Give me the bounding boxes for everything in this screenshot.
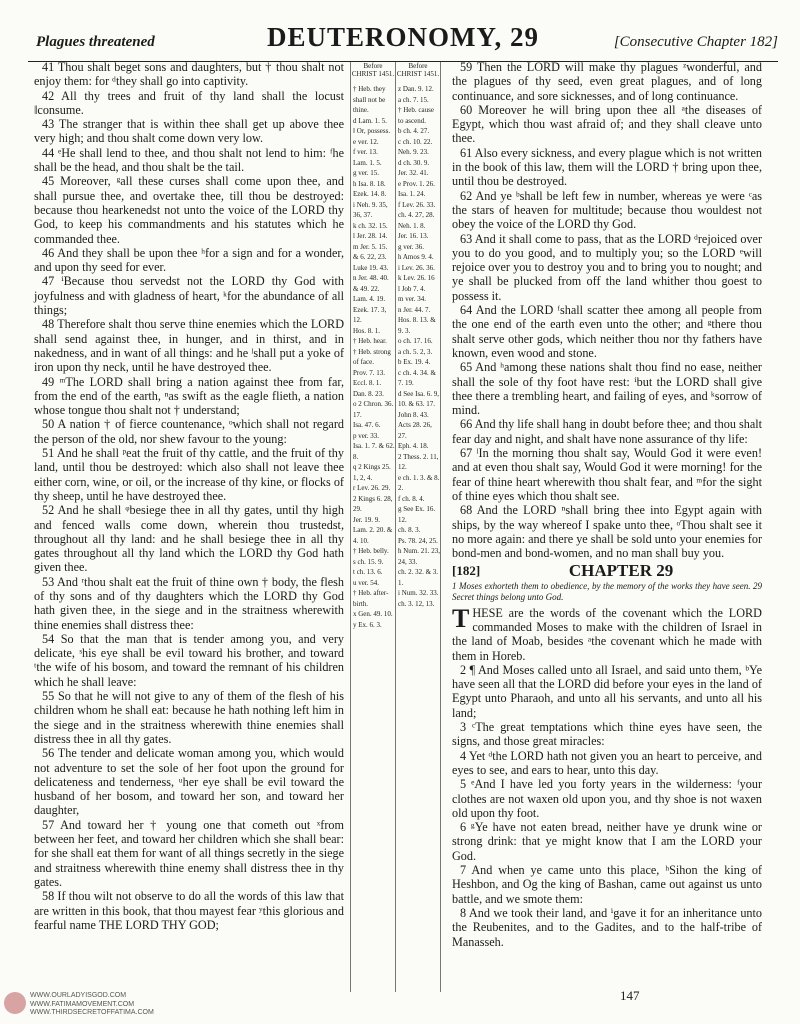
marginal-references-left (350, 62, 396, 992)
cross-reference: f ver. 13. (353, 148, 378, 156)
cross-reference: y Ex. 6. 3. (353, 620, 382, 629)
cross-reference: e ver. 12. (353, 137, 379, 146)
cross-reference: Hos. 8. 13. & 9. 3. (398, 316, 436, 335)
cross-reference: g See Ex. 16. 12. (398, 505, 436, 524)
book-chapter-title: DEUTERONOMY, 29 (266, 22, 540, 52)
verse: 63 And it shall come to pass, that as the LORD ᵈrejoiced over you to do you good, and to multiply you; so the LORD ᵉwill rejoice over you to destroy you and to bring you to nought; and ye shall be plucked from off the land whither thou goest to possess it. (452, 231, 762, 303)
gutter-date-header: Before CHRIST 1451. (351, 62, 395, 78)
verse: 64 And the LORD ᶠshall scatter thee among all people from the one end of the earth even unto the other; and ᵍthere thou shalt serve other gods, which neither thou nor thy fathers have known, even wood and stone. (452, 303, 762, 360)
verse: 6 ᵍYe have not eaten bread, neither have ye drunk wine or strong drink: that ye might know that I am the LORD your God. (452, 820, 762, 863)
cross-reference: ch. 2. 32. & 3. 1. (398, 568, 439, 587)
cross-reference: Ezek. 14. 8. (353, 190, 387, 198)
cross-reference: Eph. 4. 18. (398, 442, 429, 450)
cross-reference: Ps. 78. 24, 25. (398, 536, 438, 545)
cross-reference: n Jer. 48. 40. & 49. 22. (353, 274, 389, 293)
verse: 7 And when ye came unto this place, ʰSihon the king of Heshbon, and Og the king of Bashan, came out against us unto battle, and we smote them: (452, 863, 762, 906)
verse: 47 ⁱBecause thou servedst not the LORD thy God with joyfulness and with gladness of heart, ᵏfor the abundance of all things; (34, 274, 344, 318)
cross-reference: ch. 3. 12, 13. (398, 599, 435, 608)
cross-reference: f ch. 8. 4. (398, 494, 425, 503)
web-link[interactable]: WWW.FATIMAMOVEMENT.COM (30, 1000, 135, 1008)
cross-reference: h Amos 9. 4. (398, 253, 434, 261)
cross-reference: ch. 8. 3. (398, 526, 421, 534)
cross-reference: g ver. 36. (398, 242, 425, 251)
gutter-date-header: Before CHRIST 1451. (396, 62, 440, 78)
cross-reference: c ch. 10. 22. (398, 137, 433, 146)
verse: 43 The stranger that is within thee shall get up above thee very high; and thou shalt come down very low. (34, 117, 344, 146)
cross-reference: Isa. 1. 7. & 62. 8. (353, 442, 395, 461)
verse: 4 Yet ᵈthe LORD hath not given you an heart to perceive, and eyes to see, and ears to hear, unto this day. (452, 748, 762, 777)
verse: 50 A nation † of fierce countenance, ᵒwhich shall not regard the person of the old, nor shew favour to the young: (34, 417, 344, 446)
drop-cap: T (452, 603, 470, 633)
verse: 66 And thy life shall hang in doubt before thee; and thou shalt fear day and night, and shalt have none assurance of thy life: (452, 417, 762, 446)
site-logo-icon (4, 992, 26, 1014)
verse: 60 Moreover he will bring upon thee all ᵃthe diseases of Egypt, which thou wast afraid of; and they shall cleave unto thee. (452, 102, 762, 146)
cross-reference: Neh. 1. 8. (398, 221, 426, 230)
cross-reference: u ver. 54. (353, 578, 380, 587)
cross-reference: z Dan. 9. 12. (398, 85, 434, 93)
verse: 61 Also every sickness, and every plague which is not written in the book of this law, them will the LORD † bring upon thee, until thou be destroyed. (452, 145, 762, 189)
cross-reference: ch. 4. 27, 28. (398, 211, 435, 219)
cross-reference: d ch. 30. 9. (398, 158, 430, 167)
verse: 55 So that he will not give to any of them of the flesh of his children whom he shall eat: because he hath nothing left him in the siege and in the straitness wherewith thine enemies shall distress thee in all thy gates. (34, 689, 344, 746)
cross-reference: m Jer. 5. 15. (353, 242, 388, 251)
cross-reference: John 8. 43. (398, 410, 429, 419)
cross-reference: ‖ Or, possess. (353, 127, 391, 135)
cross-reference: Lam. 4. 19. (353, 295, 386, 303)
right-column (452, 60, 762, 949)
verse: 45 Moreover, ᵍall these curses shall come upon thee, and shall pursue thee, and overtake thee, till thou be destroyed: because thou hearkenedst not unto the voice of the LORD thy God, to keep his commandments and his statutes which he commanded thee. (34, 174, 344, 246)
cross-reference: l Job 7. 4. (398, 284, 426, 293)
cross-reference: a ch. 7. 15. (398, 95, 429, 104)
cross-reference: f Lev. 26. 33. (398, 200, 436, 209)
cross-reference: Jer. 16. 13. (398, 232, 429, 240)
cross-reference: Lam. 1. 5. (353, 158, 382, 167)
verse: 67 ˡIn the morning thou shalt say, Would God it were even! and at even thou shalt say, Would God it were morning! for the fear of thine heart wherewith thou shalt fear, and ᵐfor the sight of thine eyes which thou shalt see. (452, 446, 762, 503)
page-number: 147 (620, 988, 640, 1003)
verse: 54 So that the man that is tender among you, and very delicate, ˢhis eye shall be evil toward his brother, and toward ᵗthe wife of his bosom, and toward the remnant of his children which he shall leave: (34, 631, 344, 689)
consecutive-chapter: [Consecutive Chapter 182] (613, 34, 778, 50)
cross-reference: Ezek. 17. 3, 12. (353, 305, 387, 324)
cross-reference: k ch. 32. 15. (353, 221, 388, 230)
cross-reference: † Heb. they shall not be thine. (353, 85, 386, 114)
cross-reference: † Heb. hear. (353, 337, 387, 345)
page-header (28, 22, 778, 58)
marginal-references-right (396, 62, 441, 992)
cross-reference: † Heb. belly. (353, 547, 389, 555)
verse: 41 Thou shalt beget sons and daughters, but † thou shalt not enjoy them: for ᵈthey shall go into captivity. (34, 60, 344, 89)
chapter-summary: 1 Moses exhorteth them to obedience, by the memory of the works they have seen. 29 Secret things belong unto God. (452, 580, 762, 602)
verse: 62 And ye ᵇshall be left few in number, whereas ye were ᶜas the stars of heaven for multitude; because thou wouldest not obey the voice of the LORD thy God. (452, 188, 762, 232)
cross-reference: Luke 19. 43. (353, 263, 389, 272)
verse-1: HESE are the words of the covenant which the LORD commanded Moses to make with the children of Israel in the land of Moab, besides ᵃthe covenant which he made with them in Horeb. (452, 605, 762, 663)
cross-reference: & 6. 22, 23. (353, 253, 387, 261)
cross-reference: Eccl. 8. 1. (353, 379, 382, 387)
cross-reference: b Ex. 19. 4. (398, 358, 431, 366)
cross-reference: Dan. 8. 23. (353, 389, 384, 398)
cross-reference: † Heb. after-birth. (353, 589, 389, 608)
cross-reference: d See Isa. 6. 9, 10. & 63. 17. (398, 389, 440, 408)
cross-reference: c ch. 4. 34. & 7. 19. (398, 368, 436, 387)
cross-reference: q 2 Kings 25. 1, 2, 4. (353, 463, 391, 482)
cross-reference: Acts 28. 26, 27. (398, 421, 432, 440)
cross-reference: i Num. 32. 33. (398, 589, 439, 597)
verse: 58 If thou wilt not observe to do all the words of this law that are written in this book, that thou mayest fear ʸthis glorious and fearful name THE LORD THY GOD; (34, 889, 344, 932)
cross-reference: 2 Kings 6. 28, 29. (353, 494, 393, 513)
cross-reference: b ch. 4. 27. (398, 127, 430, 135)
cross-reference: t ch. 13. 6. (353, 568, 383, 576)
web-link[interactable]: WWW.THIRDSECRETOFFATIMA.COM (30, 1009, 154, 1016)
cross-reference: a ch. 5. 2, 3. (398, 347, 433, 356)
verse: 51 And he shall ᵖeat the fruit of thy cattle, and the fruit of thy land, until thou be destroyed: which also shall not leave thee either corn, wine, or oil, or the increase of thy kine, or flocks of thy sheep, until he have destroyed thee. (34, 446, 344, 503)
cross-reference: h Isa. 8. 18. (353, 179, 386, 188)
cross-reference: s ch. 15. 9. (353, 557, 384, 566)
cross-reference: e ch. 1. 3. & 8. 2. (398, 473, 440, 492)
verse: 49 ᵐThe LORD shall bring a nation against thee from far, from the end of the earth, ⁿas swift as the eagle flieth, a nation whose tongue thou shalt not † understand; (34, 374, 344, 418)
verse: 8 And we took their land, and ⁱgave it for an inheritance unto the Reubenites, and to the Gadites, and to the half-tribe of Manasseh. (452, 905, 762, 949)
verse: 52 And he shall ᵠbesiege thee in all thy gates, until thy high and fenced walls come down, wherein thou trustedst, throughout all thy land: and he shall besiege thee in all thy gates throughout all thy land which the LORD thy God hath given thee. (34, 503, 344, 575)
cross-reference: Hos. 8. 1. (353, 326, 381, 335)
cross-reference: Neh. 9. 23. (398, 148, 429, 156)
verse: 68 And the LORD ⁿshall bring thee into Egypt again with ships, by the way whereof I spake unto thee, ᵒThou shalt see it no more again: and there ye shall be sold unto your enemies for bond-men and bond-women, and no man shall buy you. (452, 503, 763, 561)
cross-reference: k Lev. 26. 16 (398, 274, 435, 282)
verse: 48 Therefore shalt thou serve thine enemies which the LORD shall send against thee, in hunger, and in thirst, and in nakedness, and in want of all things: and he ˡshall put a yoke of iron upon thy neck, until he have destroyed thee. (34, 317, 344, 375)
chapter-bracket-number: [182] (452, 563, 481, 579)
verse: 53 And ʳthou shalt eat the fruit of thine own † body, the flesh of thy sons and of thy daughters which the LORD thy God hath given thee, in the siege and in the straitness wherewith thine enemies shall distress thee: (34, 574, 344, 632)
cross-reference: h Num. 21. 23, 24, 33. (398, 547, 440, 566)
verse: 59 Then the LORD will make thy plagues ᶻwonderful, and the plagues of thy seed, even great plagues, and of long continuance, and sore sicknesses, and of long continuance. (452, 60, 762, 103)
verse: 2 ¶ And Moses called unto all Israel, and said unto them, ᵇYe have seen all that the LORD did before your eyes in the land of Egypt unto Pharaoh, and unto all his servants, and unto all his land; (452, 662, 762, 720)
cross-reference: Jer. 19. 9. (353, 515, 381, 524)
verse: 44 ᵉHe shall lend to thee, and thou shalt not lend to him: ᶠhe shall be the head, and thou shalt be the tail. (34, 145, 344, 175)
verse: 46 And they shall be upon thee ʰfor a sign and for a wonder, and upon thy seed for ever. (34, 245, 344, 275)
cross-reference: Jer. 32. 41. (398, 169, 429, 177)
cross-reference: 2 Thess. 2. 11, 12. (398, 452, 439, 471)
chapter-title: CHAPTER 29 (568, 561, 674, 581)
cross-reference: e Prov. 1. 26. (398, 179, 435, 188)
cross-reference: Isa. 47. 6. (353, 421, 381, 429)
cross-reference: o 2 Chron. 36. 17. (353, 400, 394, 419)
cross-reference: d Lam. 1. 5. (353, 116, 387, 125)
cross-reference: o ch. 17. 16. (398, 337, 433, 345)
cross-reference: l Jer. 28. 14. (353, 232, 388, 240)
verse: 42 All thy trees and fruit of thy land shall the locust ‖consume. (34, 88, 344, 117)
cross-reference: g ver. 15. (353, 169, 380, 177)
verse: 57 And toward her † young one that cometh out ˣfrom between her feet, and toward her children which she shall bear: for she shall eat them for want of all things secretly in the siege and straitness wherewith thine enemy shall distress thee in thy gates. (34, 817, 344, 889)
cross-reference: m ver. 34. (398, 295, 426, 303)
cross-reference: † Heb. cause to ascend. (398, 106, 434, 125)
web-link[interactable]: WWW.OURLADYISGOD.COM (30, 992, 127, 999)
cross-reference: Isa. 1. 24. (398, 190, 426, 198)
verse: 65 And ʰamong these nations shalt thou find no ease, neither shall the sole of thy foot have rest: ⁱbut the LORD shall give thee there a trembling heart, and failing of eyes, and ᵏsorrow of mind. (452, 360, 762, 418)
cross-reference: Prov. 7. 13. (353, 368, 386, 377)
cross-reference: i Lev. 26. 36. (398, 263, 435, 272)
chapter-heading (452, 561, 762, 581)
cross-reference: x Gen. 49. 10. (353, 610, 393, 618)
running-title: Plagues threatened (36, 34, 155, 50)
verse: 5 ᵉAnd I have led you forty years in the wilderness: ᶠyour clothes are not waxen old upon you, and thy shoe is not waxen old upon thy foot. (452, 777, 762, 820)
cross-reference: r Lev. 26. 29. (353, 484, 391, 492)
cross-reference: i Neh. 9. 35, 36, 37. (353, 200, 388, 219)
cross-reference: Lam. 2. 20. & 4. 10. (353, 526, 393, 545)
verse: 3 ᶜThe great temptations which thine eyes have seen, the signs, and those great miracles: (452, 720, 762, 749)
cross-reference: n Jer. 44. 7. (398, 305, 431, 314)
verse: 56 The tender and delicate woman among you, which would not adventure to set the sole of her foot upon the ground for delicateness and tenderness, ᵘher eye shall be evil toward the husband of her bosom, and toward her son, and toward her daughter, (34, 746, 344, 818)
cross-reference: † Heb. strong of face. (353, 347, 391, 366)
web-links (30, 992, 154, 1018)
left-column (34, 60, 344, 932)
cross-reference: p ver. 33. (353, 431, 380, 440)
